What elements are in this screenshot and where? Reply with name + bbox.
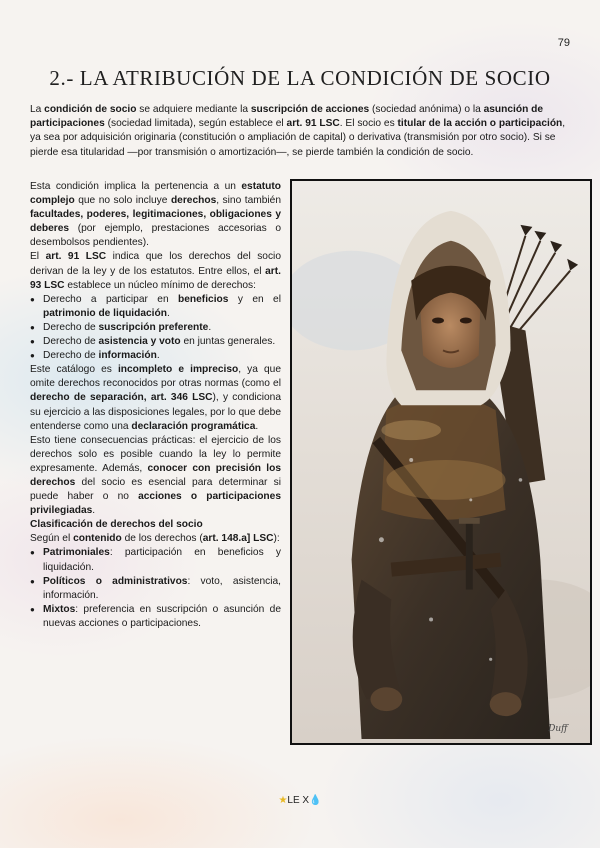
text-run: La: [30, 104, 45, 115]
text-run: : preferencia en suscripción o asunción de nuevas acciones o participaciones.: [43, 603, 281, 629]
hooded-archer-illustration: [290, 179, 592, 745]
list-item: [30, 575, 281, 603]
text-run: El: [30, 251, 46, 263]
text-run: (sociedad anónima) o la: [369, 104, 484, 115]
bold-text: estatuto complejo: [30, 181, 281, 207]
text-run: Este catálogo es: [30, 364, 118, 376]
bold-text: patrimonio de liquidación: [43, 307, 167, 319]
bold-text: declaración programática: [131, 420, 256, 432]
bold-text: asunción de participaciones: [30, 104, 544, 130]
bold-text: facultades, poderes, legitimaciones, obligaciones y deberes: [30, 209, 281, 235]
text-run: que no solo incluye: [74, 195, 171, 207]
text-run: Derecho de: [43, 350, 99, 362]
bold-text: suscripción de acciones: [250, 104, 370, 115]
bold-text: condición de socio: [44, 104, 137, 115]
text-run: Según el: [30, 533, 74, 545]
text-run: .: [255, 420, 259, 432]
text-run: : voto, asistencia, información.: [43, 575, 281, 601]
list-item: [30, 335, 281, 349]
bold-text: acciones o participaciones privilegiadas: [30, 491, 281, 517]
classification-heading: Clasificación de derechos del socio: [30, 519, 203, 531]
bold-text: art. 93 LSC: [30, 265, 281, 291]
text-run: .: [156, 350, 160, 362]
text-run: de los derechos (: [121, 533, 203, 545]
bold-text: art. 91 LSC: [45, 251, 107, 263]
text-run: Derecho de: [43, 336, 99, 348]
text-run: Esta condición implica la pertenencia a un: [30, 181, 242, 192]
bold-text: incompleto e impreciso: [117, 364, 239, 376]
footer: [0, 795, 600, 806]
bold-text: art. 91 LSC: [286, 118, 340, 130]
svg-text:Duff: Duff: [548, 724, 568, 735]
text-run: se adquiere mediante la: [136, 104, 251, 115]
bold-text: art. 148.a] LSC: [202, 533, 274, 545]
paragraph-content: [30, 532, 281, 546]
text-run: ), y condiciona su ejercicio a las disposiciones legales, por lo que debe entenderse como una: [30, 392, 281, 432]
paragraph-statute: [30, 180, 281, 250]
bold-text: Patrimoniales: [43, 547, 110, 559]
paragraph-art-91: [30, 250, 281, 292]
bold-text: conocer con precisión los derechos: [30, 462, 281, 488]
text-run: .: [208, 321, 212, 333]
left-column: [30, 180, 281, 631]
intro-paragraph: [30, 103, 570, 160]
list-item: [30, 321, 281, 335]
bold-text: Mixtos: [43, 603, 76, 615]
bold-text: contenido: [73, 533, 122, 545]
text-run: en juntas generales.: [180, 336, 276, 348]
footer-logo-text: LE X: [287, 795, 310, 806]
paragraph-catalog: [30, 363, 281, 433]
text-run: Esto tiene consecuencias prácticas: el ejercicio de los derechos solo es posible cuando la ley lo permite expresamente. Además,: [30, 434, 281, 474]
text-run: ):: [273, 533, 280, 545]
text-run: .: [92, 505, 96, 517]
bold-text: beneficios: [178, 293, 229, 305]
text-run: , ya que omite derechos reconocidos por otras normas (como el: [30, 364, 282, 390]
text-run: establece un núcleo mínimo de derechos:: [64, 279, 256, 291]
text-run: y en el: [228, 293, 281, 305]
star-icon: ★: [278, 795, 288, 806]
text-run: Derecho de: [43, 321, 99, 333]
list-item: [30, 603, 281, 631]
bold-text: titular de la acción o participación: [397, 118, 563, 130]
blood-drop-icon: 💧: [309, 795, 322, 806]
list-item: [30, 546, 281, 574]
bold-text: información: [98, 350, 157, 362]
archer-painting: [292, 181, 590, 743]
bold-text: derecho de separación, art. 346 LSC: [30, 392, 213, 404]
text-run: , sino también: [216, 195, 281, 207]
text-run: . El socio es: [339, 118, 398, 130]
text-run: indica que los derechos del socio derivan de la ley y de los estatutos. Entre ellos, el: [30, 251, 281, 277]
text-run: del socio es esencial para determinar si puede haber o no: [30, 476, 281, 503]
text-run: .: [166, 307, 170, 319]
paragraph-consequences: [30, 434, 281, 519]
list-item: [30, 293, 281, 321]
bold-text: Políticos o administrativos: [43, 575, 188, 587]
page-title: 2.- LA ATRIBUCIÓN DE LA CONDICIÓN DE SOCIO: [49, 66, 551, 90]
text-run: , ya sea por adquisición originaria (constitución o ampliación de capital) o derivativa (transmisión por otro socio). Si se pierde esa titularidad —por transmisión o amortización—, se pierde también la condición de socio.: [30, 118, 566, 158]
bold-text: suscripción preferente: [98, 321, 209, 333]
classification-list: [30, 546, 281, 631]
list-item: [30, 349, 281, 363]
page-number: 79: [557, 37, 570, 49]
text-run: (sociedad limitada), según establece el: [104, 118, 287, 130]
bold-text: asistencia y voto: [98, 336, 181, 348]
text-run: Derecho a participar en: [43, 293, 179, 305]
rights-list: [30, 293, 281, 363]
text-run: (por ejemplo, prestaciones accesorias o desembolsos pendientes).: [30, 223, 281, 249]
text-run: : participación en beneficios y liquidación.: [43, 547, 281, 573]
bold-text: derechos: [170, 195, 217, 207]
